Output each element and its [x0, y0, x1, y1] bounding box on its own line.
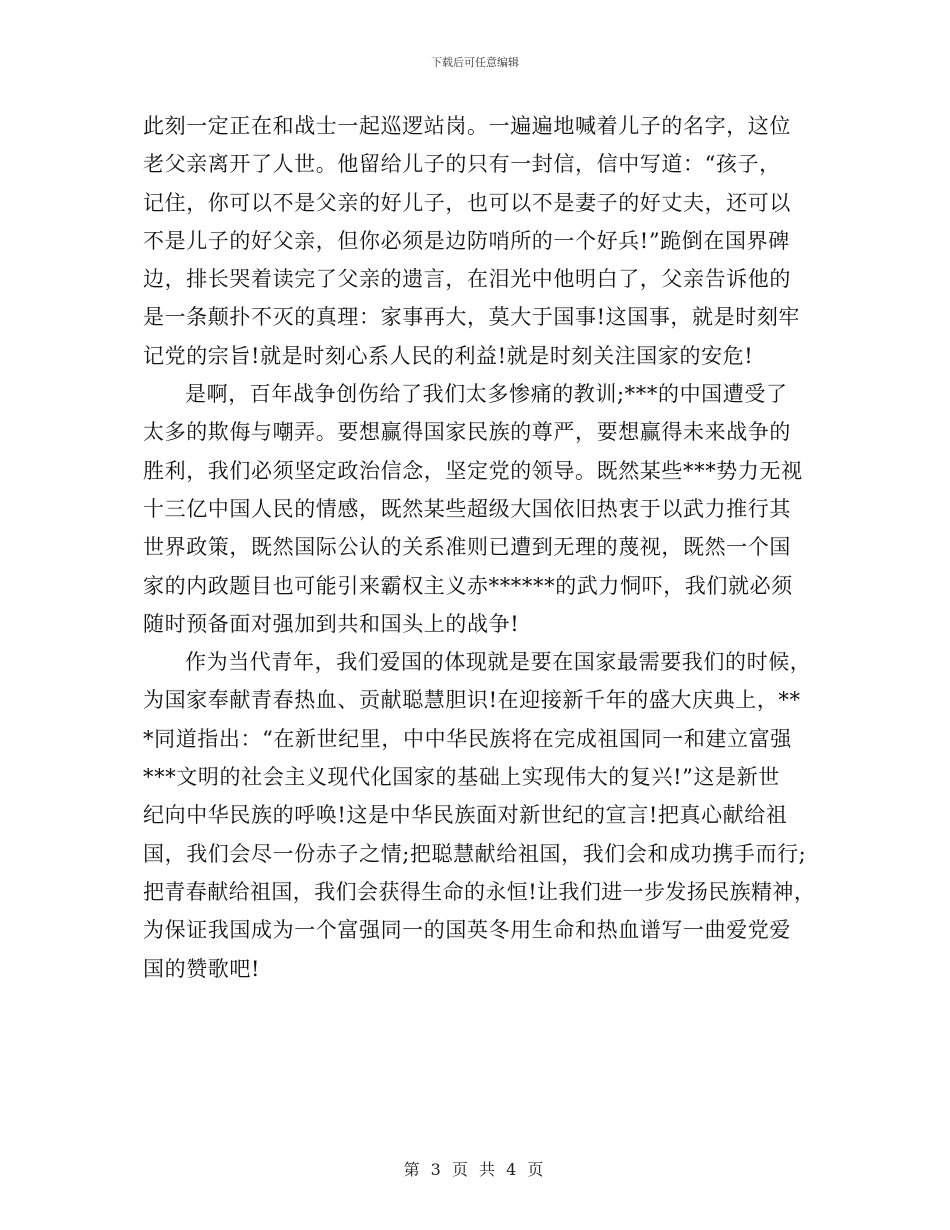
text-line: 为保证我国成为一个富强同一的国英冬用生命和热血谱写一曲爱党爱 — [143, 918, 791, 943]
text-line: 为国家奉献青春热血、贡献聪慧胆识!在迎接新千年的盛大庆典上，** — [143, 688, 801, 713]
paragraph — [143, 375, 815, 643]
text-line: *同道指出：“在新世纪里，中中华民族将在完成祖国同一和建立富强 — [143, 726, 792, 751]
page-header: 下载后可任意编辑 — [431, 56, 519, 69]
text-line: 十三亿中国人民的情感，既然某些超级大国依旧热衷于以武力推行其 — [143, 496, 791, 521]
text-line: 记党的宗旨!就是时刻心系人民的利益!就是时刻关注国家的安危! — [143, 343, 754, 368]
text-line: 不是儿子的好父亲，但你必须是边防哨所的一个好兵!”跪倒在国界碑 — [143, 228, 790, 253]
text-line: 国的赞歌吧! — [143, 956, 261, 981]
text-line: 纪向中华民族的呼唤!这是中华民族面对新世纪的宣言!把真心献给祖 — [143, 803, 788, 828]
paragraph — [143, 107, 815, 375]
text-line: 是一条颠扑不灭的真理：家事再大，莫大于国事!这国事，就是时刻牢 — [143, 305, 801, 330]
text-line: 胜利，我们必须坚定政治信念，坚定党的领导。既然某些***势力无视 — [143, 458, 803, 483]
paragraph — [143, 643, 815, 988]
page-number: 第 3 页 共 4 页 — [403, 1160, 547, 1179]
text-line: 随时预备面对强加到共和国头上的战争! — [143, 611, 520, 636]
text-line: 把青春献给祖国，我们会获得生命的永恒!让我们进一步发扬民族精神， — [143, 879, 816, 904]
text-line: 家的内政题目也可能引来霸权主义赤******的武力恫吓，我们就必须 — [143, 573, 793, 598]
text-line: ***文明的社会主义现代化国家的基础上实现伟大的复兴!”这是新世 — [143, 765, 780, 790]
text-line: 是啊，百年战争创伤给了我们太多惨痛的教训;***的中国遭受了 — [185, 382, 788, 407]
text-line: 边，排长哭着读完了父亲的遗言，在泪光中他明白了，父亲告诉他的 — [143, 267, 791, 292]
text-line: 太多的欺侮与嘲弄。要想赢得国家民族的尊严，要想赢得未来战争的 — [143, 420, 791, 445]
document-body — [143, 107, 815, 988]
text-line: 作为当代青年，我们爱国的体现就是要在国家最需要我们的时候， — [185, 650, 812, 675]
text-line: 记住，你可以不是父亲的好儿子，也可以不是妻子的好丈夫，还可以 — [143, 190, 791, 215]
text-line: 国，我们会尽一份赤子之情;把聪慧献给祖国，我们会和成功携手而行; — [143, 841, 807, 866]
text-line: 此刻一定正在和战士一起巡逻站岗。一遍遍地喊着儿子的名字，这位 — [143, 114, 791, 138]
text-line: 老父亲离开了人世。他留给儿子的只有一封信，信中写道：“孩子， — [143, 152, 781, 177]
text-line: 世界政策，既然国际公认的关系准则已遭到无理的蔑视，既然一个国 — [143, 535, 791, 560]
